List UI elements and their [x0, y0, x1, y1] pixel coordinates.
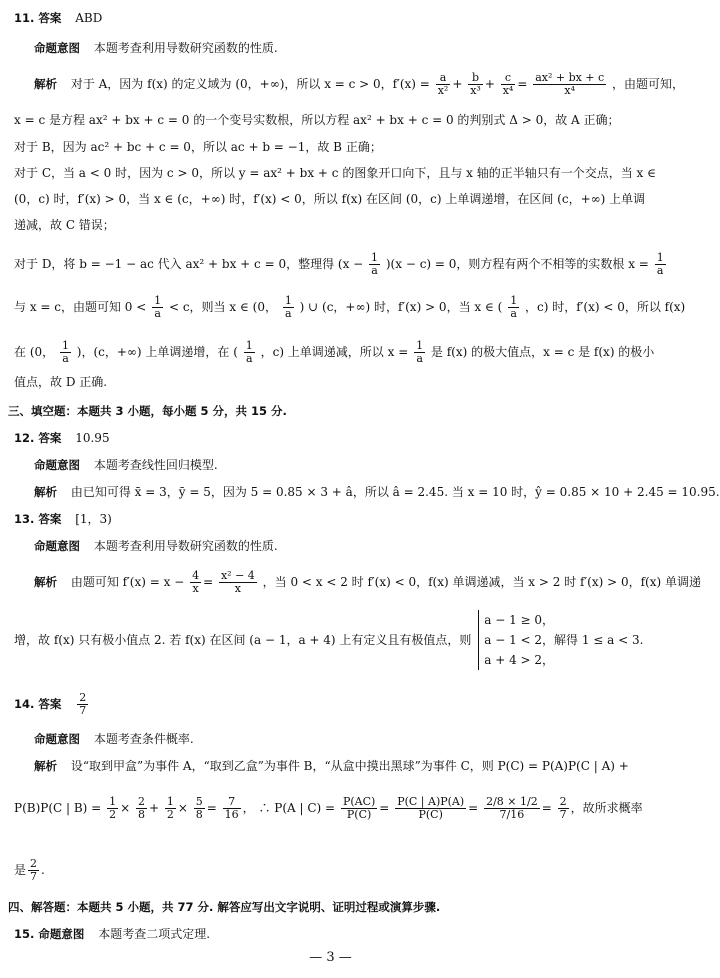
q11-line-3: 对于 B，因为 ac² + bc + c = 0，所以 ac + b = −1，故 B 正确；	[14, 140, 382, 154]
q12-intent-line: 命题意图 本题考查线性回归模型.	[34, 458, 218, 472]
q11-line-9: 在 (0， $\frac{1}{a}$ )，(c，+∞) 上单调递增，在 ( $\frac{1}{a}$ ，c) 上单调递减，所以 x = $\frac{1}{a}$ 是 f(x) 的极大值点，x = c 是 f(x) 的极小	[14, 339, 655, 365]
q11-line-6: 递减，故 C 错误；	[14, 218, 115, 232]
q11-line-7: 对于 D，将 b = −1 − ac 代入 ax² + bx + c = 0，整理得 (x − $\frac{1}{a}$ )(x − c) = 0，则方程有两个不相等的实数根 x = $\frac{1}{a}$	[14, 251, 664, 277]
q11-line-10: 值点，故 D 正确.	[14, 375, 108, 389]
q13-answer-line: 13. 答案 [1，3)	[14, 512, 112, 526]
q11-line-2: x = c 是方程 ax² + bx + c = 0 的一个变号实数根，所以方程 ax² + bx + c = 0 的判别式 Δ > 0，故 A 正确；	[14, 113, 620, 127]
q13-line-2: 增，故 f(x) 只有极小值点 2. 若 f(x) 在区间 (a − 1，a + 4) 上有定义且有极值点，则 a − 1 ≥ 0， a − 1 < 2，解得 1 ≤ a < 3. a + 4 > 2，	[14, 610, 649, 670]
section-3-heading: 三、填空题：本题共 3 小题，每小题 5 分，共 15 分.	[8, 404, 287, 418]
q14-line-3: 是 $\frac{2}{7}$ .	[14, 857, 45, 883]
q11-intent-line: 命题意图 本题考查利用导数研究函数的性质.	[34, 41, 278, 55]
q12-analysis-line: 解析 由已知可得 x̄ = 3，ȳ = 5，因为 5 = 0.85 × 3 + â，所以 â = 2.45. 当 x = 10 时，ŷ = 0.85 × 10 + 2.45 = 10.95.	[34, 485, 720, 499]
q11-label: 11. 答案	[14, 11, 62, 25]
q11-line-5: (0，c) 时，f′(x) > 0，当 x ∈ (c，+∞) 时，f′(x) < 0，所以 f(x) 在区间 (0，c) 上单调递增，在区间 (c，+∞) 上单调	[14, 192, 646, 206]
q12-answer-line: 12. 答案 10.95	[14, 431, 110, 445]
q14-analysis-line-1: 解析 设“取到甲盒”为事件 A，“取到乙盒”为事件 B，“从盒中摸出黑球”为事件 C，则 P(C) = P(A)P(C | A) +	[34, 759, 629, 773]
q11-line-8: 与 x = c，由题可知 0 < $\frac{1}{a}$ < c，则当 x ∈ (0， $\frac{1}{a}$ ) ∪ (c，+∞) 时，f′(x) > 0，当 x ∈ ( $\frac{1}{a}$ ，c) 时，f′(x) < 0，所以 f(x)	[14, 294, 686, 320]
q14-answer-line: 14. 答案 $\frac{2}{7}$	[14, 691, 87, 717]
q13-intent-line: 命题意图 本题考查利用导数研究函数的性质.	[34, 539, 278, 553]
q11-line-4: 对于 C，当 a < 0 时，因为 c > 0，所以 y = ax² + bx + c 的图象开口向下，且与 x 轴的正半轴只有一个交点，当 x ∈	[14, 166, 656, 180]
q13-analysis-line-1: 解析 由题可知 f′(x) = x − $\frac{4}{x}$ = $\frac{\text{x² − 4}}{x}$ ，当 0 < x < 2 时 f′(x) < 0，f(x) 单调递减，当 x > 2 时 f′(x) > 0，f(x) 单调递	[34, 569, 702, 595]
q13-answer: [1，3)	[75, 512, 112, 526]
q11-answer-line	[14, 10, 649, 26]
q11-answer: ABD	[75, 11, 103, 25]
section-4-heading: 四、解答题：本题共 5 小题，共 77 分. 解答应写出文字说明、证明过程或演算步骤.	[8, 900, 441, 914]
page-number: — 3 —	[309, 950, 352, 965]
inequality-system: a − 1 ≥ 0， a − 1 < 2，解得 1 ≤ a < 3. a + 4 > 2，	[478, 610, 643, 670]
q14-line-2: P(B)P(C | B) = $\frac{1}{2}$ × $\frac{2}{8}$ + $\frac{1}{2}$ × $\frac{5}{8}$ = $\frac{7}{16}$ ， ∴ P(A | C) = $\frac{P(AC)}{P(C)}$ = $\frac{P(C | A)P(A)}{P(C)}$ = $\frac{2/8 \times 1/2}{7/16}$ = $\frac{2}{7}$ ，故所求概率	[14, 795, 643, 821]
q14-intent-line: 命题意图 本题考查条件概率.	[34, 732, 194, 746]
q15-line: 15. 命题意图 本题考查二项式定理.	[14, 927, 211, 941]
q12-answer: 10.95	[75, 431, 110, 445]
q14-answer: $\frac{2}{7}$	[79, 691, 87, 717]
q11-analysis-line-1: 解析 对于 A，因为 f(x) 的定义域为 (0，+∞)，所以 x = c > 0，f′(x) = $\frac{a}{\text{x²}}$ + $\frac{b}{\text{x³}}$ + $\frac{c}{\text{x⁴}}$ = $\frac{\text{ax² + bx + c}}{\text{x⁴}}$ ，由题可知，	[34, 71, 685, 97]
